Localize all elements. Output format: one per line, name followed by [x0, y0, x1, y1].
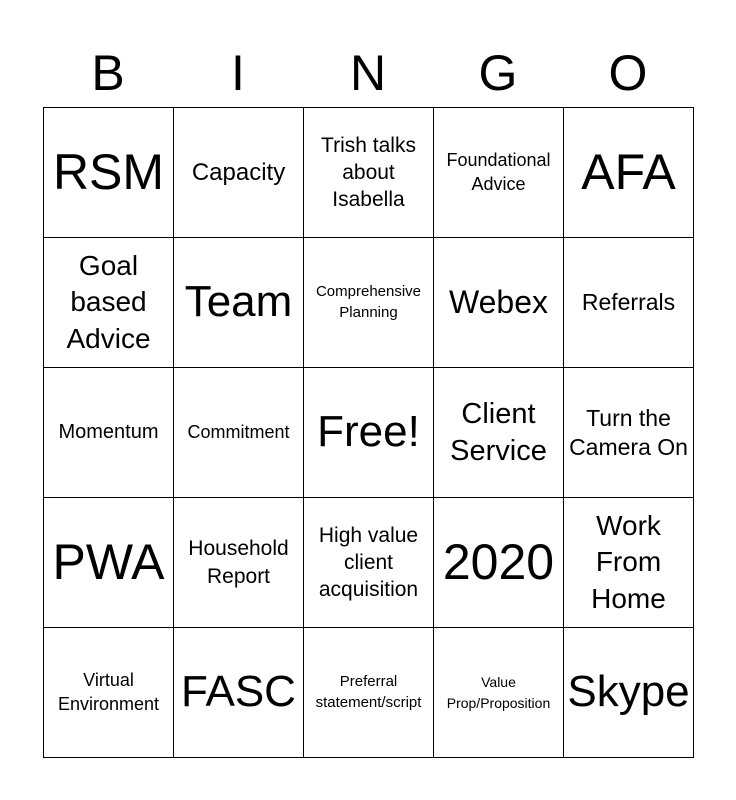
bingo-cell[interactable]: [304, 108, 434, 238]
bingo-board: [43, 107, 694, 758]
cell-text: Referrals: [581, 289, 676, 316]
bingo-cell[interactable]: [44, 108, 174, 238]
cell-text: AFA: [581, 144, 676, 200]
bingo-cell[interactable]: [44, 628, 174, 758]
cell-text: Foundational Advice: [446, 150, 551, 194]
bingo-cell[interactable]: [564, 238, 694, 368]
cell-text: Client Service: [450, 398, 547, 467]
bingo-cell[interactable]: [564, 498, 694, 628]
cell-text: Momentum: [58, 421, 159, 443]
cell-text: Team: [184, 277, 293, 327]
bingo-cell[interactable]: [304, 498, 434, 628]
bingo-cell[interactable]: [564, 628, 694, 758]
cell-text: Goal based Advice: [66, 249, 151, 354]
bingo-cell[interactable]: [434, 498, 564, 628]
bingo-cell[interactable]: [434, 628, 564, 758]
cell-text: Capacity: [191, 158, 286, 186]
cell-text: RSM: [52, 144, 165, 200]
free-space-cell[interactable]: [304, 368, 434, 498]
bingo-cell[interactable]: [434, 368, 564, 498]
bingo-cell[interactable]: [44, 368, 174, 498]
header-letter-g: G: [478, 45, 518, 101]
cell-text: Commitment: [187, 421, 290, 442]
bingo-cell[interactable]: [174, 498, 304, 628]
header-letter-b: B: [91, 45, 125, 101]
cell-text: Virtual Environment: [57, 670, 160, 714]
cell-text: Comprehensive Planning: [315, 283, 422, 321]
cell-text: High value client acquisition: [318, 523, 419, 602]
bingo-cell[interactable]: [304, 238, 434, 368]
bingo-cell[interactable]: [434, 108, 564, 238]
cell-text: Turn the Camera On: [569, 405, 688, 460]
free-space-text: Free!: [317, 407, 420, 457]
cell-text: Work From Home: [591, 509, 666, 614]
bingo-cell[interactable]: [174, 108, 304, 238]
cell-text: Trish talks about Isabella: [321, 133, 416, 212]
header-letter-n: N: [349, 45, 387, 101]
cell-text: Value Prop/Proposition: [446, 674, 551, 711]
cell-text: FASC: [181, 667, 296, 717]
cell-text: PWA: [52, 534, 165, 590]
bingo-cell[interactable]: [564, 368, 694, 498]
header-letter-i: I: [231, 45, 245, 101]
bingo-cell[interactable]: [564, 108, 694, 238]
cell-text: Preferral statement/script: [315, 673, 422, 711]
bingo-cell[interactable]: [44, 238, 174, 368]
bingo-cell[interactable]: [434, 238, 564, 368]
header-letter-o: O: [608, 45, 648, 101]
cell-text: 2020: [442, 534, 555, 590]
bingo-cell[interactable]: [174, 238, 304, 368]
bingo-cell[interactable]: [174, 368, 304, 498]
bingo-cell[interactable]: [44, 498, 174, 628]
cell-text: Household Report: [188, 537, 289, 588]
bingo-cell[interactable]: [304, 628, 434, 758]
bingo-header: [43, 42, 693, 104]
bingo-cell[interactable]: [174, 628, 304, 758]
cell-text: Webex: [448, 284, 548, 321]
cell-text: Skype: [567, 667, 690, 717]
